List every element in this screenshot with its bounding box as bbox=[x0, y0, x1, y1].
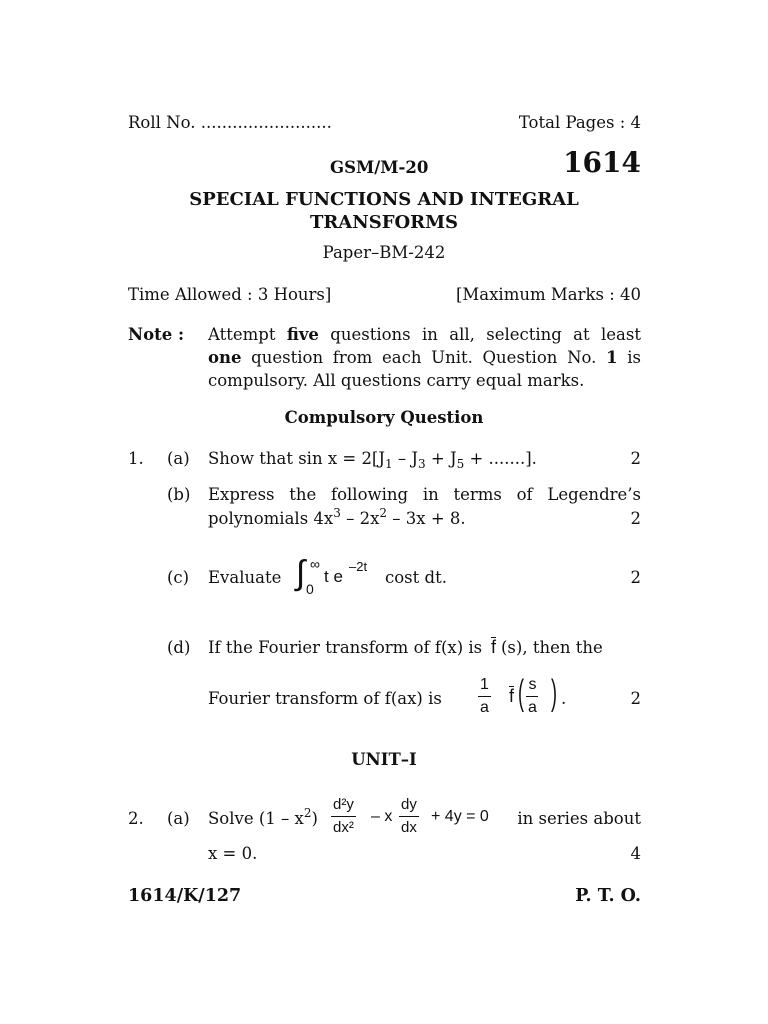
q1b-marks: 2 bbox=[630, 509, 641, 528]
integral-lower-limit: 0 bbox=[306, 581, 314, 597]
right-paren-glyph: ) bbox=[551, 672, 557, 713]
fraction-numerator: d²y bbox=[331, 795, 356, 817]
time-allowed: Time Allowed : 3 Hours] bbox=[128, 285, 332, 304]
compulsory-heading: Compulsory Question bbox=[284, 408, 484, 427]
q1a-subscript: 5 bbox=[456, 457, 465, 471]
q2a-part: ) bbox=[311, 809, 318, 828]
note-text: is bbox=[617, 348, 641, 367]
footer-code: 1614/K/127 bbox=[128, 886, 242, 906]
exam-code: GSM/M-20 bbox=[330, 158, 429, 177]
q2a-line-2: x = 0. bbox=[208, 844, 258, 863]
fraction-numerator: s bbox=[526, 675, 538, 697]
title-line-1: SPECIAL FUNCTIONS AND INTEGRAL bbox=[189, 189, 579, 210]
integrand-exponent: –2t bbox=[349, 559, 368, 574]
note-text: questions in all, selecting at least bbox=[318, 325, 641, 344]
q1d-period: . bbox=[561, 689, 567, 708]
note-line-2 bbox=[208, 348, 641, 367]
q2a-solve bbox=[208, 806, 318, 828]
roll-dots: ......................... bbox=[195, 113, 332, 132]
q1d-line-1-text: If the Fourier transform of f(x) is bbox=[208, 638, 483, 657]
q1a-marks: 2 bbox=[630, 449, 641, 468]
q1d-line-2-text: Fourier transform of f(ax) is bbox=[208, 689, 442, 708]
fraction-s-over-a bbox=[526, 675, 539, 718]
q2a-label: (a) bbox=[167, 809, 190, 828]
q1d-line-1-tail: (s), then the bbox=[501, 638, 603, 657]
roll-label: Roll No. bbox=[128, 113, 196, 132]
q2-number: 2. bbox=[128, 809, 144, 828]
q1a-subscript: 3 bbox=[418, 457, 426, 471]
fraction-numerator: 1 bbox=[478, 675, 491, 697]
fraction-numerator: dy bbox=[399, 795, 419, 817]
q1a-subscript: 1 bbox=[385, 457, 393, 471]
q2a-marks: 4 bbox=[630, 844, 641, 863]
q1c-marks: 2 bbox=[630, 568, 641, 587]
plus-4y-equals-0: + 4y = 0 bbox=[431, 808, 489, 825]
q1a-text bbox=[208, 449, 537, 471]
q1b-superscript: 2 bbox=[379, 506, 388, 520]
paper-number: 1614 bbox=[563, 146, 641, 179]
q1c-label: (c) bbox=[167, 568, 190, 587]
q1a-part: + .......]. bbox=[464, 449, 537, 468]
right-paren bbox=[551, 672, 557, 713]
left-paren bbox=[518, 672, 524, 713]
fraction-denominator: a bbox=[480, 699, 489, 716]
q1-number: 1. bbox=[128, 449, 144, 468]
q1b-label: (b) bbox=[167, 485, 191, 504]
q1b-part: – 3x + 8. bbox=[387, 509, 466, 528]
q1a-part: – J bbox=[392, 449, 418, 468]
fraction-denominator: dx² bbox=[333, 819, 354, 836]
note-label: Note : bbox=[128, 325, 185, 344]
roll-number-line bbox=[128, 113, 332, 132]
q1a-part: Show that sin x = 2[J bbox=[208, 449, 385, 468]
note-line-3: compulsory. All questions carry equal marks. bbox=[208, 371, 585, 390]
integral-upper-limit: ∞ bbox=[310, 556, 320, 572]
note-text: question from each Unit. Question No. bbox=[241, 348, 607, 367]
minus-x: – x bbox=[371, 808, 393, 825]
q1b-part: – 2x bbox=[340, 509, 380, 528]
f-bar-symbol: f bbox=[491, 637, 497, 657]
q1b-part: polynomials 4x bbox=[208, 509, 334, 528]
maximum-marks: [Maximum Marks : 40 bbox=[455, 285, 641, 304]
note-bold-five: five bbox=[286, 325, 319, 344]
q1b-line-2 bbox=[208, 506, 466, 528]
paper-code: Paper–BM-242 bbox=[322, 243, 446, 262]
integral-sign: ∫ bbox=[296, 554, 306, 592]
total-pages: Total Pages : 4 bbox=[518, 113, 641, 132]
fraction-dy-dx bbox=[399, 795, 419, 838]
note-text: Attempt bbox=[208, 325, 287, 344]
integrand: t e bbox=[324, 567, 343, 586]
left-paren-glyph: ( bbox=[518, 672, 524, 713]
q1c-evaluate: Evaluate bbox=[208, 568, 282, 587]
q1d-marks: 2 bbox=[630, 689, 641, 708]
q1c-tail: cost dt. bbox=[385, 568, 447, 587]
q2a-superscript: 2 bbox=[303, 806, 312, 820]
q2a-tail: in series about bbox=[517, 809, 641, 828]
fraction-denominator: a bbox=[528, 699, 537, 716]
q1d-label: (d) bbox=[167, 638, 191, 657]
footer-pto: P. T. O. bbox=[575, 886, 641, 906]
unit-heading: UNIT–I bbox=[351, 750, 417, 769]
q2a-part: Solve (1 – x bbox=[208, 809, 304, 828]
fraction-denominator: dx bbox=[401, 819, 417, 836]
q1b-line-1: Express the following in terms of Legendre’s bbox=[208, 485, 641, 504]
q1b-superscript: 3 bbox=[333, 506, 341, 520]
note-bold-number: 1 bbox=[606, 348, 618, 367]
note-line-1 bbox=[208, 325, 641, 344]
q1a-part: + J bbox=[425, 449, 457, 468]
q1a-label: (a) bbox=[167, 449, 190, 468]
note-bold-one: one bbox=[208, 348, 242, 367]
fraction-one-over-a bbox=[478, 675, 491, 718]
title-line-2: TRANSFORMS bbox=[309, 212, 459, 233]
f-bar-symbol-2: f bbox=[509, 686, 515, 706]
fraction-d2y-dx2 bbox=[331, 795, 356, 838]
